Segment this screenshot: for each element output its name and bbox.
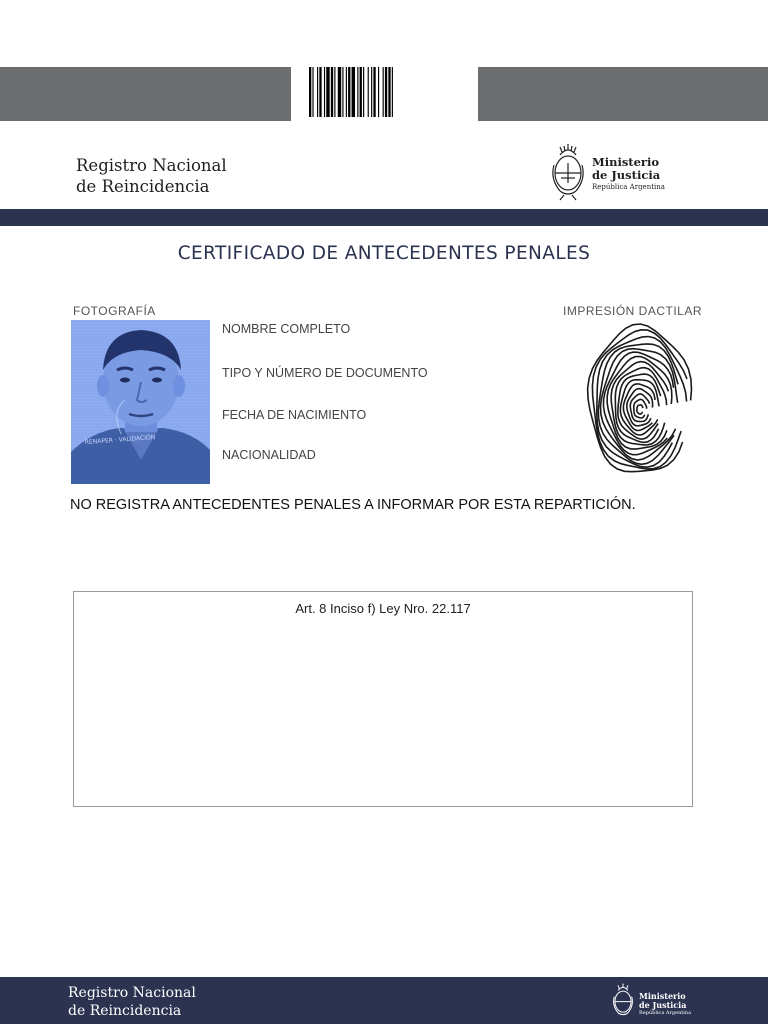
fingerprint-ridge [634,399,647,418]
barcode-bar [319,67,321,117]
field-document: TIPO Y NÚMERO DE DOCUMENTO [222,366,428,380]
field-nationality: NACIONALIDAD [222,448,316,462]
field-birth-date: FECHA DE NACIMIENTO [222,408,367,422]
barcode-bar [331,67,333,117]
barcode-bar [338,67,341,117]
barcode-bar [342,67,343,117]
ministry-line2: de Justicia [592,168,661,182]
ministry-logo [548,143,688,201]
svg-text:RENAPER · VALIDACIÓN: RENAPER · VALIDACIÓN [84,434,156,446]
footer-ministry-sub: República Argentina [639,1010,692,1016]
barcode-bar [392,67,393,117]
header-org-name [76,155,227,197]
barcode-bar [368,67,369,117]
header-org-line2: de Reincidencia [76,177,210,196]
header-divider-bar [0,209,768,226]
barcode-bar [357,67,358,117]
barcode-bar [348,67,350,117]
footer-ministry-line1: Ministerio [639,991,686,1001]
coat-of-arms-icon [548,143,588,201]
footer-ministry-line2: de Justicia [639,1000,687,1010]
id-photo [71,320,210,484]
fingerprint-ridge [623,384,655,431]
barcode-bar [326,67,329,117]
barcode-bar [324,67,325,117]
barcode-bar [334,67,335,117]
fingerprint-ridge [637,405,643,414]
fingerprint-icon [585,322,695,484]
ministry-line1: Ministerio [592,155,660,169]
law-reference-text: Art. 8 Inciso f) Ley Nro. 22.117 [295,601,471,616]
barcode-bar [317,67,318,117]
footer-org-line2: de Reincidencia [68,1003,182,1019]
barcode-bar [312,67,313,117]
photo-label: FOTOGRAFÍA [73,304,156,318]
footer-coat-of-arms-icon [610,983,636,1019]
barcode-bar [371,67,372,117]
barcode-bar [360,67,362,117]
top-band-right [478,67,768,121]
barcode-bar [385,67,387,117]
barcode-bar [352,67,355,117]
fingerprint-label: IMPRESIÓN DACTILAR [563,304,703,318]
footer-ministry-logo [610,983,710,1019]
barcode-bar [378,67,379,117]
barcode-bar [309,67,311,117]
barcode-bar [383,67,384,117]
field-full-name: NOMBRE COMPLETO [222,322,351,336]
header-org-line1: Registro Nacional [76,156,227,175]
law-reference-box [73,591,693,807]
footer-org-line1: Registro Nacional [68,985,196,1001]
top-band-left [0,67,291,121]
barcode [309,67,457,117]
barcode-bar [346,67,347,117]
no-records-notice: NO REGISTRA ANTECEDENTES PENALES A INFORMAR POR ESTA REPARTICIÓN. [70,497,636,513]
barcode-bar [388,67,390,117]
barcode-bar [373,67,375,117]
footer-org-name [68,984,196,1020]
barcode-bar [363,67,364,117]
ministry-sub: República Argentina [592,183,665,191]
certificate-title: CERTIFICADO DE ANTECEDENTES PENALES [177,243,591,264]
